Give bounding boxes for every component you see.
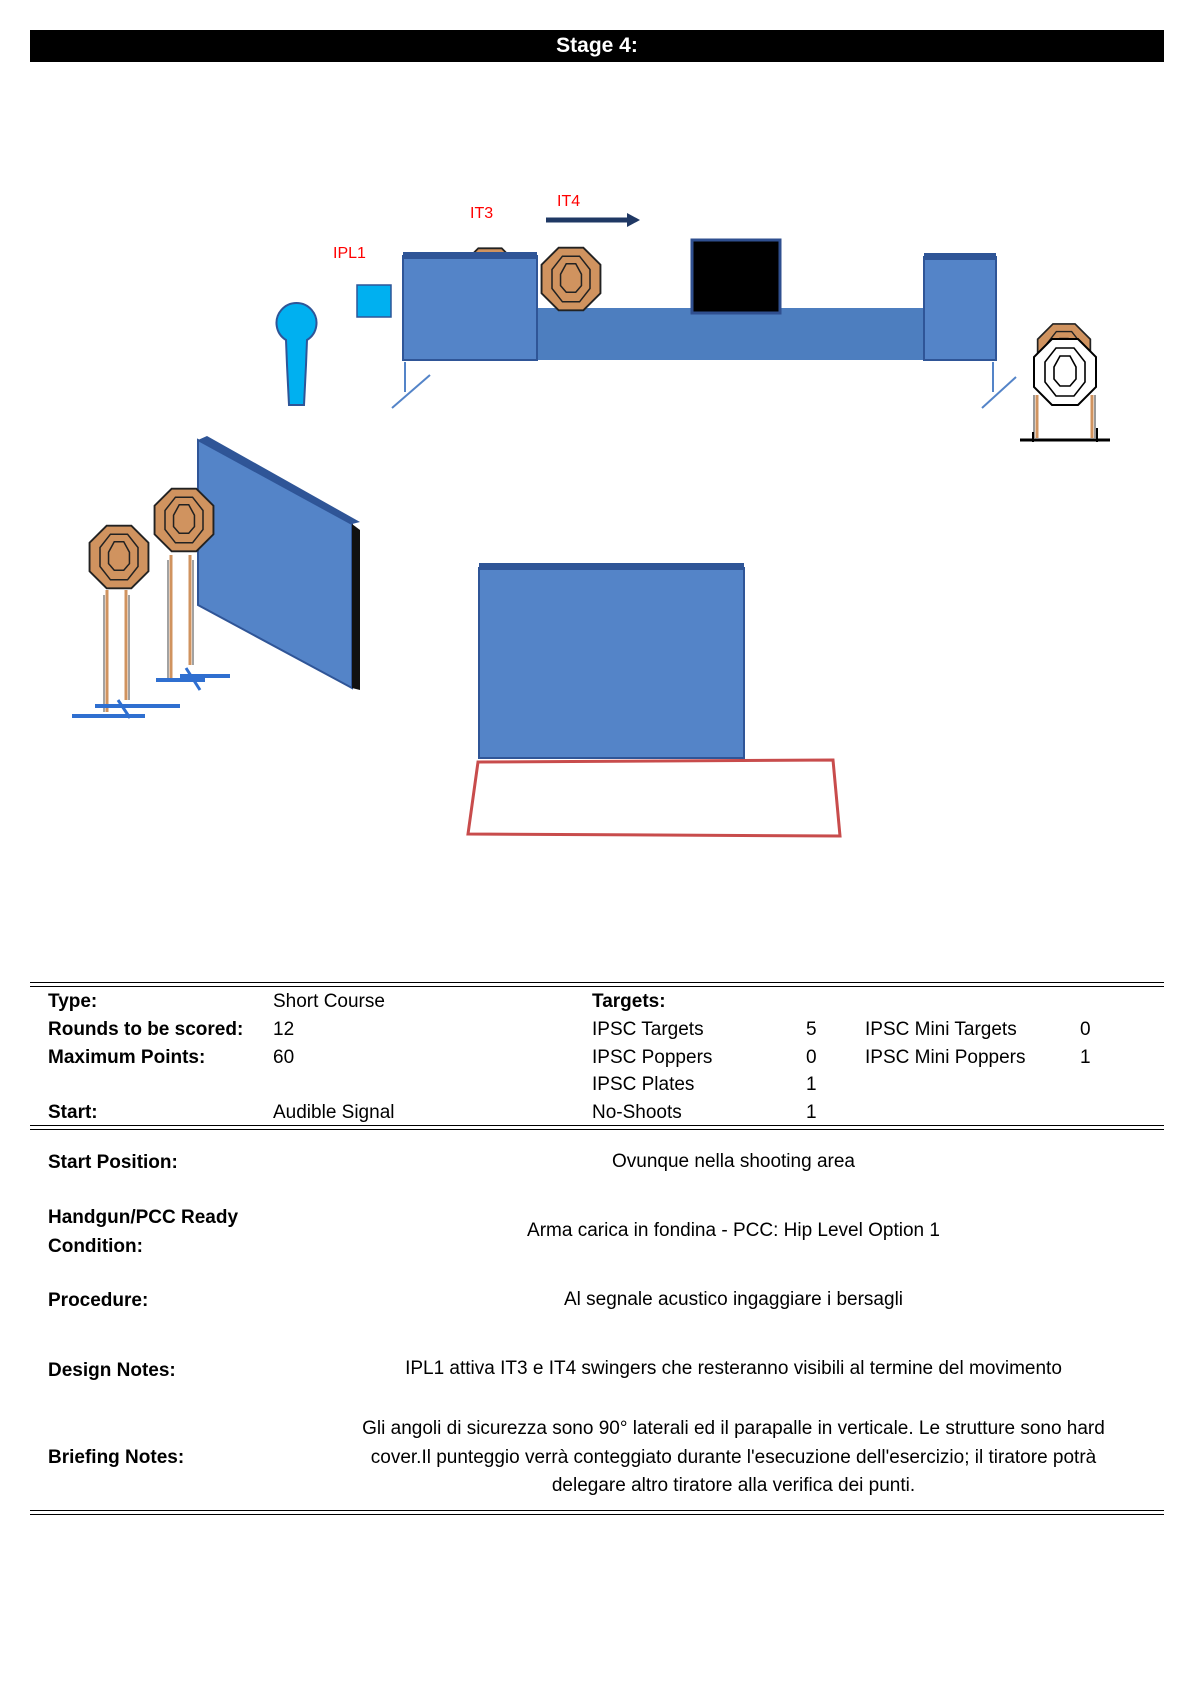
design-notes-label: Design Notes: <box>48 1360 176 1381</box>
procedure-label: Procedure: <box>48 1290 149 1311</box>
start-label: Start: <box>48 1102 98 1123</box>
ipsc-plates-value: 1 <box>806 1074 817 1095</box>
left-front-ipsc-target <box>90 526 149 589</box>
no-shoots-value: 1 <box>806 1102 817 1123</box>
shooting-area <box>468 760 840 836</box>
left-barrier <box>403 256 537 360</box>
briefing-notes-line2: cover.Il punteggio verrà conteggiato durante l'esecuzione dell'esercizio; il tiratore potrà <box>370 1447 1097 1468</box>
left-rear-ipsc-target <box>155 489 214 552</box>
it4-swinger-target <box>542 248 601 311</box>
it3-label: IT3 <box>470 205 494 222</box>
ready-condition-label-line2: Condition: <box>48 1236 143 1257</box>
ipsc-plates-label: IPSC Plates <box>592 1074 695 1095</box>
ready-condition-label-line1: Handgun/PCC Ready <box>48 1207 239 1228</box>
rounds-value: 12 <box>273 1019 295 1040</box>
mini-targets-label: IPSC Mini Targets <box>865 1019 1017 1040</box>
it4-label: IT4 <box>557 193 581 210</box>
mini-popper <box>277 303 317 405</box>
stage-info <box>30 982 1164 1515</box>
procedure-value: Al segnale acustico ingaggiare i bersagli <box>563 1289 904 1310</box>
points-value: 60 <box>273 1047 295 1068</box>
ipsc-poppers-value: 0 <box>806 1047 817 1068</box>
stage-title: Stage 4: <box>556 34 638 57</box>
targets-label: Targets: <box>592 991 666 1012</box>
start-value: Audible Signal <box>273 1102 395 1123</box>
start-position-label: Start Position: <box>48 1152 178 1173</box>
back-wall <box>535 308 925 360</box>
briefing-notes-line3: delegare altro tiratore alla verifica dei punti. <box>551 1475 916 1496</box>
ipl1-plate <box>357 285 391 317</box>
points-label: Maximum Points: <box>48 1047 206 1068</box>
ipsc-targets-value: 5 <box>806 1019 817 1040</box>
ipsc-targets-label: IPSC Targets <box>592 1019 704 1040</box>
mini-poppers-value: 1 <box>1080 1047 1091 1068</box>
type-value: Short Course <box>273 991 385 1012</box>
ready-condition-value: Arma carica in fondina - PCC: Hip Level Option 1 <box>527 1220 940 1241</box>
mini-poppers-label: IPSC Mini Poppers <box>865 1047 1026 1068</box>
angled-wall <box>198 436 360 690</box>
mini-targets-value: 0 <box>1080 1019 1091 1040</box>
ipl1-label: IPL1 <box>333 245 366 262</box>
no-shoot-target <box>692 240 780 313</box>
right-no-shoot-target <box>1034 339 1096 405</box>
bottom-divider <box>30 1510 1164 1515</box>
ipsc-poppers-label: IPSC Poppers <box>592 1047 713 1068</box>
stage-summary <box>30 987 1164 1125</box>
start-position-value: Ovunque nella shooting area <box>612 1151 855 1172</box>
stage-details <box>30 1130 1164 1510</box>
rounds-label: Rounds to be scored: <box>48 1019 244 1040</box>
briefing-notes-line1: Gli angoli di sicurezza sono 90° laterali ed il parapalle in verticale. Le strutture sono hard <box>362 1418 1105 1439</box>
left-front-target-stand <box>72 590 180 718</box>
design-notes-value: IPL1 attiva IT3 e IT4 swingers che resteranno visibili al termine del movimento <box>405 1358 1062 1379</box>
type-label: Type: <box>48 991 98 1012</box>
no-shoots-label: No-Shoots <box>592 1102 682 1123</box>
briefing-notes-label: Briefing Notes: <box>48 1447 185 1468</box>
center-barrier <box>479 563 744 758</box>
right-barrier <box>924 257 996 360</box>
